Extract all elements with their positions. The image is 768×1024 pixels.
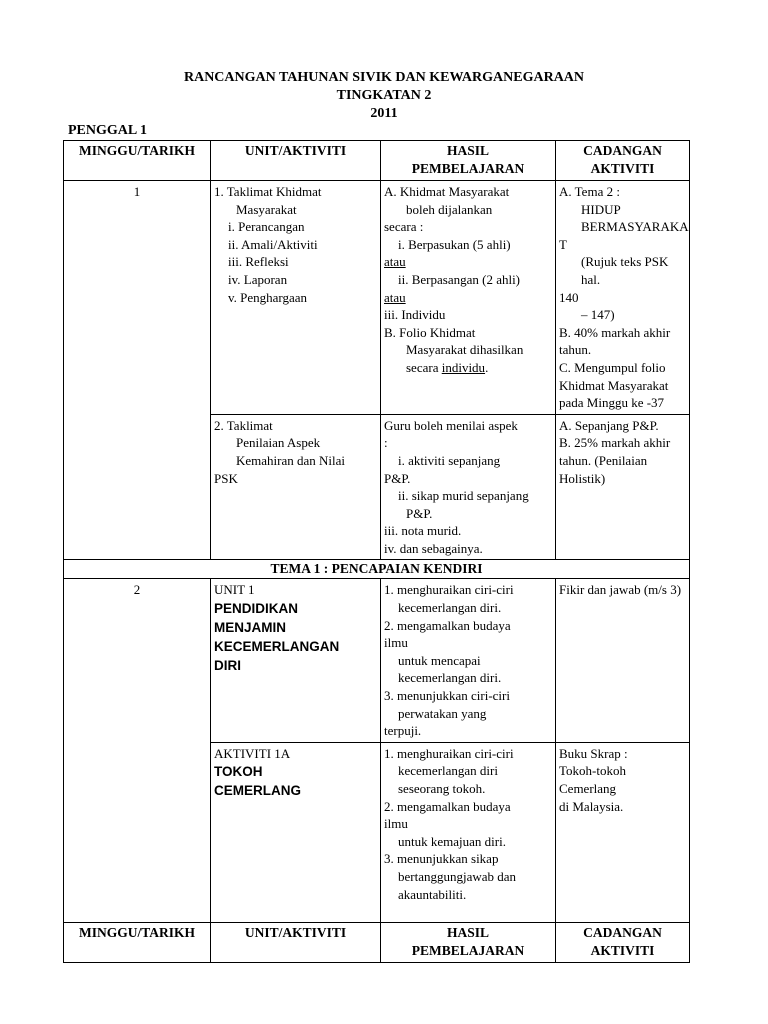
table-row xyxy=(64,579,690,742)
hasil-cell: 1. menghuraikan ciri-ciri kecemerlangan diri. 2. mengamalkan budaya ilmu untuk mencapai kecemerlangan diri. 3. menunjukkan ciri-ciri perwatakan yang terpuji. xyxy=(381,579,556,742)
header-week: MINGGU/TARIKH xyxy=(64,922,211,962)
header-unit: UNIT/AKTIVITI xyxy=(211,922,381,962)
header-cadangan: CADANGAN AKTIVITI xyxy=(556,141,690,181)
theme-band-row xyxy=(64,560,690,579)
header-unit: UNIT/AKTIVITI xyxy=(211,141,381,181)
header-cadangan: CADANGAN AKTIVITI xyxy=(556,922,690,962)
table-row xyxy=(64,181,690,415)
cadangan-cell: Fikir dan jawab (m/s 3) xyxy=(556,579,690,742)
header-row xyxy=(64,141,690,181)
document-subtitle-form: TINGKATAN 2 xyxy=(336,88,432,103)
header-hasil: HASIL PEMBELAJARAN xyxy=(381,141,556,181)
hasil-cell: A. Khidmat Masyarakat boleh dijalankan secara : i. Berpasukan (5 ahli) atau ii. Berpasangan (2 ahli) atau iii. Individu B. Folio Khidmat Masyarakat dihasilkan secara individu. xyxy=(381,181,556,415)
footer-header-row xyxy=(64,922,690,962)
hasil-cell: 1. menghuraikan ciri-ciri kecemerlangan diri seseorang tokoh. 2. mengamalkan budaya ilmu untuk kemajuan diri. 3. menunjukkan sikap bertanggungjawab dan akauntabiliti. xyxy=(381,742,556,922)
unit-cell: 1. Taklimat Khidmat Masyarakat i. Perancangan ii. Amali/Aktiviti iii. Refleksi iv. Laporan v. Penghargaan xyxy=(211,181,381,415)
header-week: MINGGU/TARIKH xyxy=(64,141,211,181)
cadangan-cell: A. Tema 2 : HIDUP BERMASYARAKA T (Rujuk teks PSK hal. 140 – 147) B. 40% markah akhir tahun. C. Mengumpul folio Khidmat Masyarakat pada Minggu ke -37 xyxy=(556,181,690,415)
week-cell: 2 xyxy=(64,579,211,922)
unit-cell: 2. Taklimat Penilaian Aspek Kemahiran dan Nilai PSK xyxy=(211,414,381,560)
document-subtitle-year: 2011 xyxy=(370,106,398,121)
document-title: RANCANGAN TAHUNAN SIVIK DAN KEWARGANEGARAAN xyxy=(183,70,585,85)
unit-cell: UNIT 1 PENDIDIKAN MENJAMIN KECEMERLANGAN DIRI xyxy=(211,579,381,742)
cadangan-cell: Buku Skrap : Tokoh-tokoh Cemerlang di Malaysia. xyxy=(556,742,690,922)
week-cell: 1 xyxy=(64,181,211,560)
cadangan-cell: A. Sepanjang P&P. B. 25% markah akhir tahun. (Penilaian Holistik) xyxy=(556,414,690,560)
header-hasil: HASIL PEMBELAJARAN xyxy=(381,922,556,962)
term-label: PENGGAL 1 xyxy=(68,123,147,138)
annual-plan-table xyxy=(63,140,690,963)
theme-band: TEMA 1 : PENCAPAIAN KENDIRI xyxy=(64,560,690,579)
unit-cell: AKTIVITI 1A TOKOH CEMERLANG xyxy=(211,742,381,922)
hasil-cell: Guru boleh menilai aspek : i. aktiviti sepanjang P&P. ii. sikap murid sepanjang P&P. iii. nota murid. iv. dan sebagainya. xyxy=(381,414,556,560)
